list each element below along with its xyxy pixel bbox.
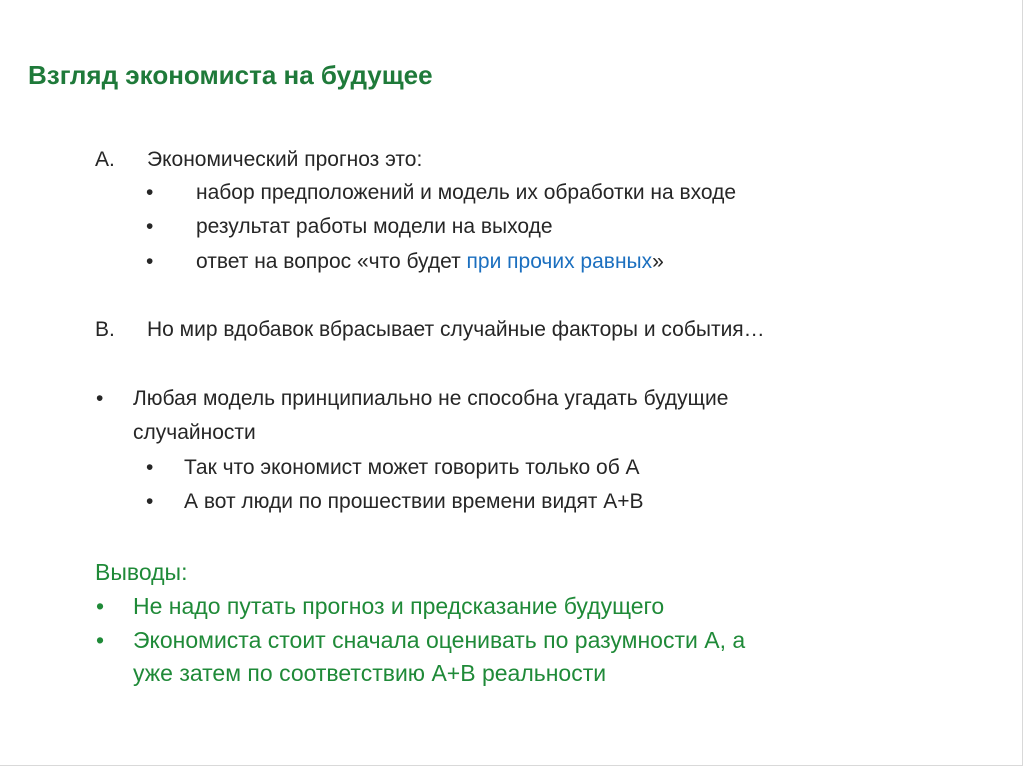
bullet-icon: • bbox=[146, 250, 154, 273]
section-a-bullet-1: набор предположений и модель их обработки на входе bbox=[196, 181, 737, 204]
conclusions-heading: Выводы: bbox=[95, 559, 188, 585]
bullet-3-prefix: ответ на вопрос «что будет bbox=[196, 250, 467, 273]
bullet-icon: • bbox=[146, 181, 154, 204]
section-a-bullet-2: результат работы модели на выходе bbox=[196, 215, 553, 238]
bullet-icon: • bbox=[96, 593, 105, 619]
bullet-icon: • bbox=[96, 387, 104, 410]
section-b-marker: B. bbox=[95, 318, 115, 341]
bullet-icon: • bbox=[96, 627, 105, 653]
model-point-line-1: Любая модель принципиально не способна угадать будущие bbox=[133, 387, 729, 410]
bullet-icon: • bbox=[146, 490, 154, 513]
section-a-marker: A. bbox=[95, 148, 115, 171]
section-a-heading: Экономический прогноз это: bbox=[147, 148, 423, 171]
bullet-icon: • bbox=[146, 456, 154, 479]
section-a-bullet-3 bbox=[196, 250, 664, 274]
bullet-3-suffix: » bbox=[652, 250, 664, 273]
conclusion-item-2-line-1: Экономиста стоит сначала оценивать по разумности А, а bbox=[133, 627, 746, 653]
conclusion-item-2-line-2: уже затем по соответствию А+В реальности bbox=[133, 660, 607, 686]
ceteris-paribus-link[interactable]: при прочих равных bbox=[466, 250, 653, 273]
conclusion-item-1: Не надо путать прогноз и предсказание будущего bbox=[133, 593, 665, 619]
model-sub-bullet-1: Так что экономист может говорить только об А bbox=[184, 456, 640, 479]
model-sub-bullet-2: А вот люди по прошествии времени видят А+В bbox=[184, 490, 644, 513]
slide-title: Взгляд экономиста на будущее bbox=[28, 60, 433, 90]
section-b-text: Но мир вдобавок вбрасывает случайные факторы и события… bbox=[147, 318, 765, 341]
model-point-line-2: случайности bbox=[133, 421, 256, 444]
bullet-icon: • bbox=[146, 215, 154, 238]
